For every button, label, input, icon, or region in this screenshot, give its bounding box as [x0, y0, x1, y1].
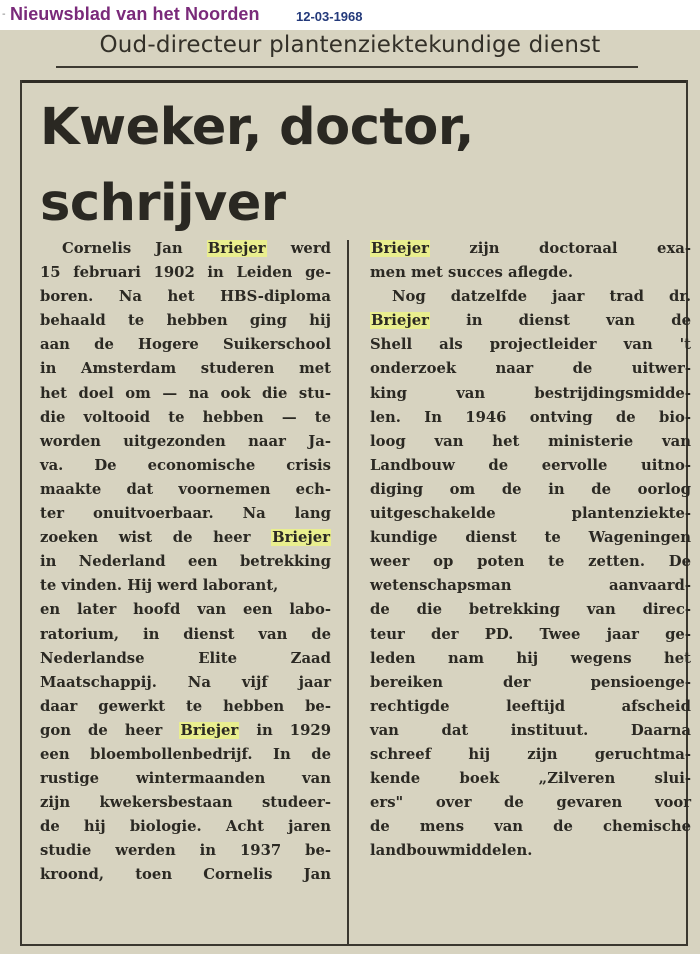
text-fragment: aan de Hogere Suikerschool	[40, 336, 331, 354]
text-line	[370, 285, 691, 309]
text-line	[40, 719, 331, 743]
text-line	[370, 261, 691, 285]
text-line	[370, 333, 691, 357]
text-fragment: een bloembollenbedrijf. In de	[40, 745, 331, 763]
text-line	[40, 237, 331, 261]
text-line	[370, 237, 691, 261]
text-fragment: bereiken der pensioenge-	[370, 673, 691, 691]
text-fragment: men met succes aflegde.	[370, 264, 574, 282]
text-fragment: en later hoofd van een labo-	[40, 601, 331, 619]
text-fragment: de hij biologie. Acht jaren	[40, 818, 331, 836]
text-line	[40, 695, 331, 719]
text-line	[40, 285, 331, 309]
text-line	[40, 623, 331, 647]
article-box-left-border	[20, 80, 22, 945]
text-fragment: onderzoek naar de uitwer-	[370, 360, 691, 378]
text-fragment: kundige dienst te Wageningen	[370, 529, 691, 547]
source-header	[0, 0, 700, 30]
text-fragment: ers" over de gevaren voor	[370, 794, 691, 812]
text-line	[370, 647, 691, 671]
text-line	[370, 598, 691, 622]
text-line	[370, 671, 691, 695]
text-fragment: Maatschappij. Na vijf jaar	[40, 673, 331, 691]
text-fragment: Shell als projectleider van 't	[370, 336, 691, 354]
text-line	[40, 863, 331, 887]
text-fragment: studie werden in 1937 be-	[40, 842, 331, 860]
text-fragment: kroond, toen Cornelis Jan	[40, 866, 331, 884]
column-divider	[347, 240, 349, 944]
text-fragment: daar gewerkt te hebben be-	[40, 697, 331, 715]
text-line	[370, 767, 691, 791]
text-fragment: van dat instituut. Daarna	[370, 721, 691, 739]
text-fragment: diging om de in de oorlog	[370, 480, 691, 498]
text-fragment: maakte dat voornemen ech-	[40, 480, 331, 498]
kicker-underline	[56, 66, 638, 68]
text-line	[40, 454, 331, 478]
search-highlight: Briejer	[207, 240, 266, 257]
text-line	[370, 309, 691, 333]
text-fragment: ter onuitvoerbaar. Na lang	[40, 505, 331, 523]
text-line	[40, 815, 331, 839]
text-fragment: rechtigde leeftijd afscheid	[370, 697, 691, 715]
publication-date: 12-03-1968	[296, 9, 363, 24]
search-highlight: Briejer	[371, 312, 429, 330]
publication-name: Nieuwsblad van het Noorden	[10, 4, 260, 24]
text-fragment: gon de heer	[40, 721, 180, 739]
text-line	[370, 430, 691, 454]
text-line	[40, 430, 331, 454]
text-fragment: zijn kwekersbestaan studeer-	[40, 794, 331, 812]
text-fragment: de die betrekking van direc-	[370, 601, 691, 619]
text-line	[370, 502, 691, 526]
search-highlight: Briejer	[272, 529, 330, 547]
article-headline	[40, 90, 640, 242]
text-line	[40, 839, 331, 863]
text-line	[40, 526, 331, 550]
text-fragment: in 1929	[239, 721, 331, 739]
text-line	[370, 526, 691, 550]
headline-line: schrijver	[40, 174, 286, 233]
text-fragment: loog van het ministerie van	[370, 432, 691, 450]
article-box-top-border	[20, 80, 688, 83]
text-line	[370, 406, 691, 430]
text-line	[370, 623, 691, 647]
text-fragment: te vinden. Hij werd laborant,	[40, 577, 279, 595]
text-fragment: Nederlandse Elite Zaad	[40, 649, 331, 667]
text-line	[370, 815, 691, 839]
text-fragment: in Amsterdam studeren met	[40, 360, 331, 378]
text-fragment: boren. Na het HBS-diploma	[40, 288, 331, 306]
text-line	[40, 478, 331, 502]
text-line	[40, 767, 331, 791]
text-fragment: Cornelis Jan	[62, 240, 207, 257]
text-fragment: behaald te hebben ging hij	[40, 312, 331, 330]
text-fragment: de mens van de chemische	[370, 818, 691, 836]
text-fragment: die voltooid te hebben — te	[40, 408, 331, 426]
text-line	[40, 382, 331, 406]
text-line	[40, 574, 331, 598]
text-line	[370, 695, 691, 719]
text-line	[40, 598, 331, 622]
text-fragment: werd	[266, 240, 331, 257]
newspaper-clipping	[0, 30, 700, 954]
text-fragment: len. In 1946 ontving de bio-	[370, 408, 691, 426]
text-fragment: teur der PD. Twee jaar ge-	[370, 625, 691, 643]
text-line	[40, 671, 331, 695]
text-line	[40, 333, 331, 357]
text-fragment: kende boek „Zilveren slui-	[370, 770, 691, 788]
text-fragment: rustige wintermaanden van	[40, 770, 331, 788]
text-fragment: ratorium, in dienst van de	[40, 625, 331, 643]
text-line	[40, 791, 331, 815]
text-fragment: wetenschapsman aanvaard-	[370, 577, 691, 595]
text-fragment: in dienst van de	[429, 312, 691, 330]
right-text-column	[370, 237, 691, 863]
text-fragment: zijn doctoraal exa-	[429, 240, 691, 257]
text-line	[40, 261, 331, 285]
text-line	[370, 454, 691, 478]
text-line	[370, 839, 691, 863]
text-line	[370, 743, 691, 767]
text-line	[370, 478, 691, 502]
text-line	[40, 502, 331, 526]
text-line	[40, 357, 331, 381]
text-fragment: king van bestrijdingsmidde-	[370, 384, 691, 402]
text-fragment: 15 februari 1902 in Leiden ge-	[40, 264, 331, 282]
text-line	[370, 719, 691, 743]
text-line	[370, 791, 691, 815]
article-kicker: Oud-directeur plantenziektekundige dienst	[99, 32, 601, 58]
header-dash: -	[2, 9, 6, 20]
text-line	[40, 309, 331, 333]
text-line	[370, 382, 691, 406]
text-fragment: leden nam hij wegens het	[370, 649, 691, 667]
text-fragment: zoeken wist de heer	[40, 529, 272, 547]
text-fragment: in Nederland een betrekking	[40, 553, 331, 571]
text-fragment: het doel om — na ook die stu-	[40, 384, 331, 402]
text-fragment: va. De economische crisis	[40, 456, 331, 474]
text-fragment: schreef hij zijn geruchtma-	[370, 745, 691, 763]
text-line	[370, 357, 691, 381]
text-fragment: Landbouw de eervolle uitno-	[370, 456, 691, 474]
text-line	[40, 647, 331, 671]
article-box-bottom-border	[20, 944, 688, 946]
text-fragment: Nog datzelfde jaar trad dr.	[392, 288, 691, 306]
text-fragment: weer op poten te zetten. De	[370, 553, 691, 571]
text-fragment: landbouwmiddelen.	[370, 842, 533, 860]
text-line	[40, 406, 331, 430]
text-line	[40, 550, 331, 574]
search-highlight: Briejer	[371, 240, 429, 257]
headline-line: Kweker, doctor,	[40, 98, 474, 157]
text-line	[40, 743, 331, 767]
text-fragment: worden uitgezonden naar Ja-	[40, 432, 331, 450]
text-line	[370, 574, 691, 598]
search-highlight: Briejer	[180, 721, 239, 739]
left-text-column	[40, 237, 331, 888]
text-line	[370, 550, 691, 574]
text-fragment: uitgeschakelde plantenziekte-	[370, 505, 691, 523]
